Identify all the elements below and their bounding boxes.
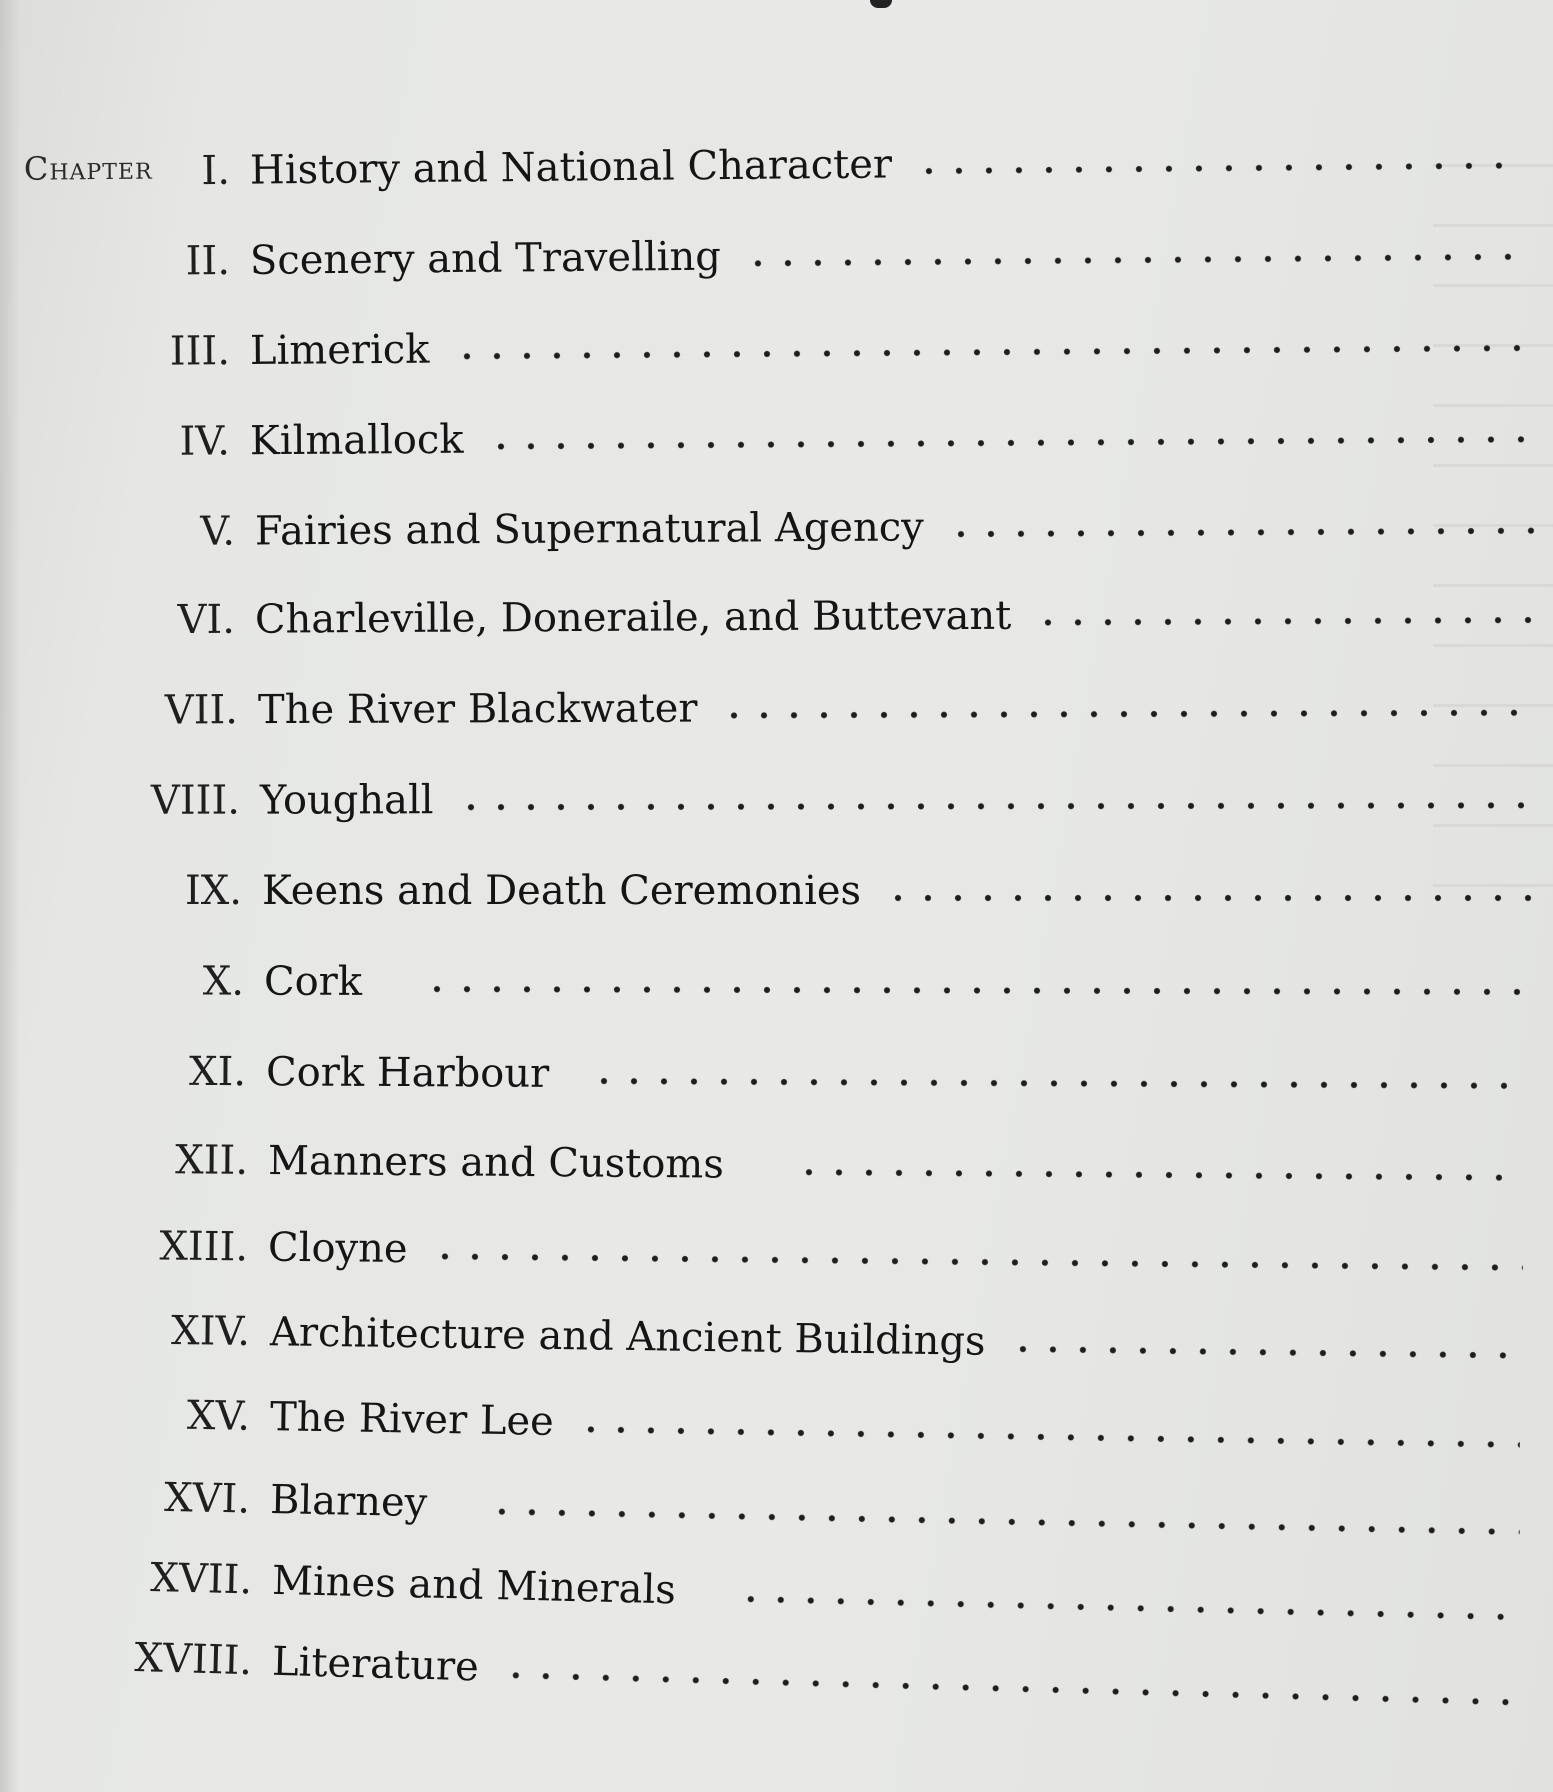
toc-row: [19, 1472, 1520, 1562]
toc-row: [12, 868, 1532, 928]
chapter-title: Manners and Customs: [267, 1137, 725, 1188]
dot-leader: [589, 1077, 1526, 1090]
chapter-title: Cloyne: [267, 1224, 408, 1273]
dot-leader: [883, 894, 1532, 902]
chapter-title: The River Blackwater: [257, 685, 698, 734]
toc-row: [21, 1552, 1520, 1647]
chapter-number: VII.: [164, 687, 239, 734]
chapter-number: I.: [201, 147, 231, 195]
toc-row: [5, 590, 1540, 658]
toc-row: [0, 135, 1520, 210]
dot-leader: [486, 435, 1535, 450]
chapter-number: XVI.: [163, 1474, 251, 1523]
chapter-number: III.: [169, 328, 231, 375]
chapter-title: Literature: [271, 1638, 480, 1691]
chapter-number: VI.: [177, 596, 236, 644]
toc-row: [0, 318, 1530, 390]
toc-row: [18, 1222, 1524, 1298]
chapter-number: XVII.: [149, 1555, 253, 1604]
toc-row: [5, 501, 1540, 570]
toc-row: [0, 409, 1535, 480]
chapter-title: Cork: [263, 958, 363, 1005]
chapter-title: Fairies and Supernatural Agency: [254, 504, 924, 555]
chapter-number: V.: [200, 508, 236, 555]
chapter-title: Youghall: [259, 777, 434, 824]
dot-leader: [429, 1252, 1523, 1271]
chapter-number: XIII.: [159, 1223, 249, 1271]
chapter-title: History and National Character: [249, 141, 893, 194]
toc-row: [16, 1048, 1526, 1116]
chapter-number: XV.: [186, 1392, 251, 1440]
dot-leader: [1033, 616, 1540, 627]
chapter-number: VIII.: [150, 777, 241, 824]
toc-row: [14, 958, 1529, 1022]
dot-leader: [946, 527, 1540, 539]
dot-leader: [456, 801, 1535, 811]
dot-leader: [422, 985, 1529, 996]
toc-row: [0, 227, 1525, 300]
chapter-title: Mines and Minerals: [271, 1557, 677, 1614]
chapter-title: Scenery and Travelling: [249, 233, 722, 284]
dot-leader: [736, 1595, 1520, 1621]
dot-leader: [487, 1507, 1520, 1536]
dot-leader: [743, 253, 1525, 268]
dot-leader: [914, 161, 1520, 175]
dot-leader: [576, 1425, 1520, 1449]
chapter-prefix: Chapter: [23, 148, 153, 188]
chapter-number: X.: [202, 958, 245, 1005]
toc-row: [18, 1136, 1523, 1208]
toc-row: [10, 775, 1535, 838]
chapter-number: XII.: [175, 1137, 249, 1184]
chapter-title: Charleville, Doneraile, and Buttevant: [254, 592, 1012, 643]
chapter-number: XI.: [188, 1048, 247, 1096]
chapter-title: Kilmallock: [249, 416, 464, 465]
chapter-title: Keens and Death Ceremonies: [262, 868, 862, 914]
dot-leader: [794, 1168, 1523, 1182]
chapter-title: The River Lee: [269, 1394, 555, 1445]
chapter-number: IV.: [179, 418, 231, 465]
dot-leader: [500, 1671, 1519, 1707]
chapter-title: Blarney: [269, 1477, 428, 1527]
toc-row: [21, 1632, 1520, 1732]
toc-row: [8, 683, 1538, 748]
chapter-number: XIV.: [170, 1307, 251, 1356]
toc-row: [20, 1390, 1521, 1475]
chapter-number: II.: [185, 237, 231, 285]
toc-row: [20, 1306, 1521, 1386]
chapter-number: IX.: [185, 868, 242, 914]
chapter-title: Cork Harbour: [265, 1049, 550, 1097]
chapter-number: XVIII.: [134, 1635, 253, 1685]
chapter-title: Architecture and Ancient Buildings: [269, 1309, 986, 1365]
dot-leader: [1007, 1345, 1520, 1360]
dot-leader: [719, 709, 1538, 720]
dot-leader: [451, 344, 1530, 360]
chapter-title: Limerick: [249, 326, 430, 375]
